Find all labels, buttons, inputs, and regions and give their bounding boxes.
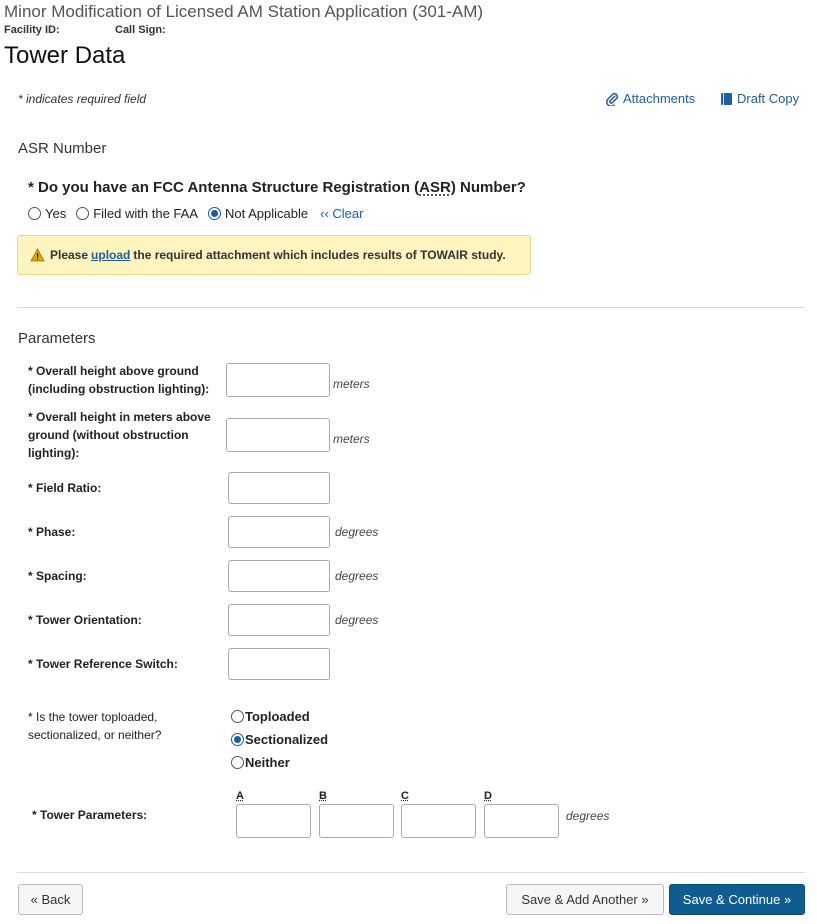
draft-copy-label: Draft Copy <box>737 91 800 106</box>
tower-type-toploaded-label: Toploaded <box>245 709 310 724</box>
draft-copy-link[interactable] <box>720 91 799 106</box>
section-divider <box>17 307 805 308</box>
phase-unit: degrees <box>335 525 379 539</box>
phase-label: * Phase: <box>28 525 76 539</box>
page-title: Tower Data <box>4 42 126 69</box>
field-ratio-input[interactable] <box>228 472 330 504</box>
app-title: Minor Modification of Licensed AM Station Application (301-AM) <box>4 2 484 21</box>
asr-question-prefix: * Do you have an FCC Antenna Structure Registration ( <box>28 179 420 196</box>
attachments-link[interactable] <box>605 91 695 106</box>
asr-section-title: ASR Number <box>18 140 107 157</box>
attachments-label: Attachments <box>623 91 696 106</box>
radio-toploaded[interactable] <box>231 710 244 723</box>
asr-option-not-applicable[interactable] <box>208 206 308 221</box>
overall-height-without-lighting-label: * Overall height in meters above ground (without obstruction lighting): <box>28 410 211 460</box>
overall-height-without-lighting-input[interactable] <box>226 418 330 452</box>
tower-param-col-b: B <box>319 790 327 802</box>
overall-height-with-lighting-input[interactable] <box>226 363 330 397</box>
back-button[interactable]: « Back <box>18 884 83 915</box>
alert-prefix: Please <box>50 248 89 262</box>
radio-neither[interactable] <box>231 756 244 769</box>
tower-type-neither[interactable] <box>231 755 290 770</box>
tower-type-sectionalized-label: Sectionalized <box>245 732 329 747</box>
tower-orientation-input[interactable] <box>228 604 330 636</box>
asr-option-yes-label: Yes <box>45 206 67 221</box>
radio-yes[interactable] <box>28 207 41 220</box>
radio-sectionalized[interactable] <box>231 733 244 746</box>
asr-question-suffix: ) Number? <box>450 179 526 196</box>
tower-parameters-label: * Tower Parameters: <box>32 808 148 822</box>
tower-orientation-label: * Tower Orientation: <box>28 613 142 627</box>
tower-param-b-input[interactable] <box>319 804 394 838</box>
towair-alert <box>17 235 531 275</box>
required-field-note: * indicates required field <box>18 92 147 106</box>
asr-radio-group <box>28 206 363 221</box>
overall-height-without-lighting-unit: meters <box>333 432 370 446</box>
asr-question <box>28 179 526 196</box>
radio-filed[interactable] <box>76 207 89 220</box>
asr-option-filed-label: Filed with the FAA <box>93 206 198 221</box>
tower-reference-switch-label: * Tower Reference Switch: <box>28 657 178 671</box>
tower-type-sectionalized[interactable] <box>231 732 328 747</box>
call-sign-label: Call Sign: <box>115 24 166 36</box>
upload-link[interactable]: upload <box>91 248 131 262</box>
alert-suffix: the required attachment which includes results of TOWAIR study. <box>133 248 506 262</box>
phase-input[interactable] <box>228 516 330 548</box>
clear-selection-link[interactable]: ‹‹ Clear <box>320 206 364 221</box>
spacing-input[interactable] <box>228 560 330 592</box>
asr-abbr: ASR <box>419 179 451 196</box>
warning-icon <box>30 248 45 262</box>
footer-divider <box>17 872 805 873</box>
tower-type-toploaded[interactable] <box>231 709 310 724</box>
tower-param-col-d: D <box>484 790 492 802</box>
asr-option-yes[interactable] <box>28 206 66 221</box>
tower-param-c-input[interactable] <box>401 804 476 838</box>
tower-param-col-a: A <box>236 790 244 802</box>
tower-params-unit: degrees <box>566 809 610 823</box>
spacing-unit: degrees <box>335 569 379 583</box>
overall-height-with-lighting-label: * Overall height above ground (including obstruction lighting): <box>28 364 210 396</box>
spacing-label: * Spacing: <box>28 569 87 583</box>
field-ratio-label: * Field Ratio: <box>28 481 102 495</box>
book-icon <box>720 92 733 106</box>
tower-param-a-input[interactable] <box>236 804 311 838</box>
tower-type-question: * Is the tower toploaded, sectionalized, or neither? <box>28 710 162 742</box>
paperclip-icon <box>605 92 619 106</box>
tower-param-d-input[interactable] <box>484 804 559 838</box>
parameters-section-title: Parameters <box>18 330 96 347</box>
asr-option-filed[interactable] <box>76 206 198 221</box>
tower-type-neither-label: Neither <box>245 755 290 770</box>
radio-not-applicable[interactable] <box>208 207 221 220</box>
save-add-another-button[interactable]: Save & Add Another » <box>506 884 664 915</box>
save-continue-button[interactable]: Save & Continue » <box>669 884 805 915</box>
overall-height-with-lighting-unit: meters <box>333 377 370 391</box>
tower-orientation-unit: degrees <box>335 613 379 627</box>
tower-reference-switch-input[interactable] <box>228 648 330 680</box>
facility-id-label: Facility ID: <box>4 24 60 36</box>
asr-option-not-applicable-label: Not Applicable <box>225 206 309 221</box>
tower-param-col-c: C <box>401 790 409 802</box>
